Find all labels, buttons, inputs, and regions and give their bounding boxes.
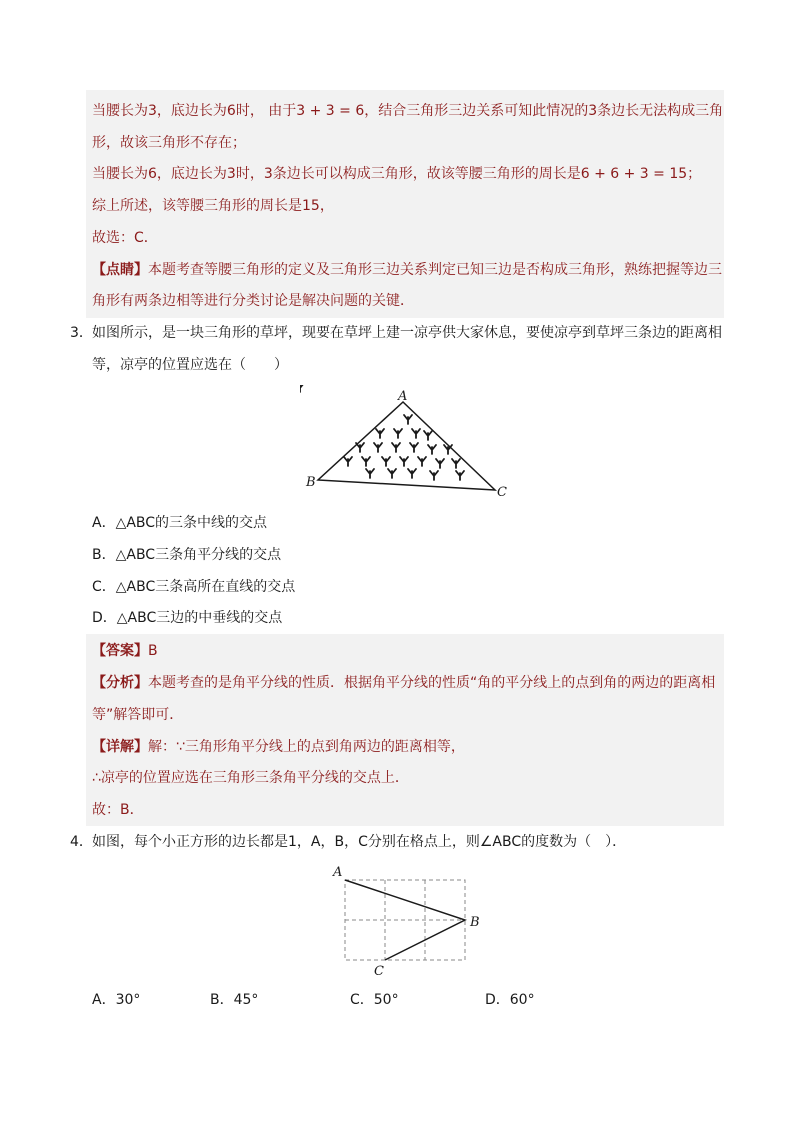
detail-line-1 <box>92 737 465 757</box>
lawn-triangle <box>318 402 495 490</box>
tip-line-2: 角形有两条边相等进行分类讨论是解决问题的关键． <box>92 293 414 309</box>
detail-tag: 【详解】 <box>92 739 148 755</box>
question-3-stem-line-2: 等，凉亭的位置应选在（ ） <box>92 357 288 373</box>
question-4-number: 4． <box>70 834 93 850</box>
analysis-tag: 【分析】 <box>92 675 148 691</box>
analysis-line-1 <box>92 673 715 693</box>
solution-line-3: 当腰长为6，底边长为3时，3条边长可以构成三角形，故该等腰三角形的周长是6 + 6 + 3 = 15； <box>92 166 702 182</box>
dashed-grid <box>345 880 465 960</box>
question-3-option-d[interactable]: D．△ABC三边的中垂线的交点 <box>92 610 283 626</box>
point-label-b: B <box>470 915 480 930</box>
solution-line-5: 故选：C． <box>92 230 158 246</box>
solution-line-2: 形，故该三角形不存在； <box>92 135 246 151</box>
solution-line-4: 综上所述，该等腰三角形的周长是15， <box>92 198 334 214</box>
vertex-label-c: C <box>497 485 507 500</box>
grid-angle-figure <box>330 858 490 983</box>
answer-line <box>92 641 158 661</box>
analysis-line-2: 等”解答即可． <box>92 707 184 723</box>
vertex-label-b: B <box>306 475 316 490</box>
tip-text-1: 本题考查等腰三角形的定义及三角形三边关系判定已知三边是否构成三角形，熟练把握等边三 <box>148 262 722 278</box>
lawn-triangle-figure <box>300 385 540 505</box>
question-4-stem: 如图，每个小正方形的边长都是1，A，B，C分别在格点上，则∠ABC的度数为（ ）． <box>92 834 627 850</box>
detail-line-3: 故：B． <box>92 802 144 818</box>
question-3-option-c[interactable]: C．△ABC三条高所在直线的交点 <box>92 579 296 595</box>
question-3-solution-box <box>86 634 724 826</box>
point-label-a: A <box>333 865 343 880</box>
question-3-number: 3． <box>70 325 93 341</box>
point-label-c: C <box>374 964 384 979</box>
tip-line-1 <box>92 260 722 280</box>
question-4-option-a[interactable]: A．30° <box>92 992 141 1008</box>
grass-pattern <box>300 385 464 480</box>
question-3-option-a[interactable]: A．△ABC的三条中线的交点 <box>92 515 268 531</box>
detail-text-1: 解：∵三角形角平分线上的点到角两边的距离相等， <box>148 739 465 755</box>
detail-line-2: ∴凉亭的位置应选在三角形三条角平分线的交点上． <box>92 770 409 786</box>
question-3-stem-line-1: 如图所示，是一块三角形的草坪，现要在草坪上建一凉亭供大家休息，要使凉亭到草坪三条边的距离相 <box>92 325 722 341</box>
answer-tag: 【答案】 <box>92 643 148 659</box>
vertex-label-a: A <box>398 389 408 404</box>
tip-tag: 【点睛】 <box>92 262 148 278</box>
solution-line-1: 当腰长为3，底边长为6时， 由于3 + 3 = 6，结合三角形三边关系可知此情况的3条边长无法构成三角 <box>92 103 724 119</box>
analysis-text-1: 本题考查的是角平分线的性质．根据角平分线的性质“角的平分线上的点到角的两边的距离相 <box>148 675 716 691</box>
question-4-option-d[interactable]: D．60° <box>485 992 535 1008</box>
question-3-option-b[interactable]: B．△ABC三条角平分线的交点 <box>92 547 282 563</box>
question-4-option-b[interactable]: B．45° <box>210 992 259 1008</box>
question-4-option-c[interactable]: C．50° <box>350 992 399 1008</box>
answer-value: B <box>148 643 158 659</box>
